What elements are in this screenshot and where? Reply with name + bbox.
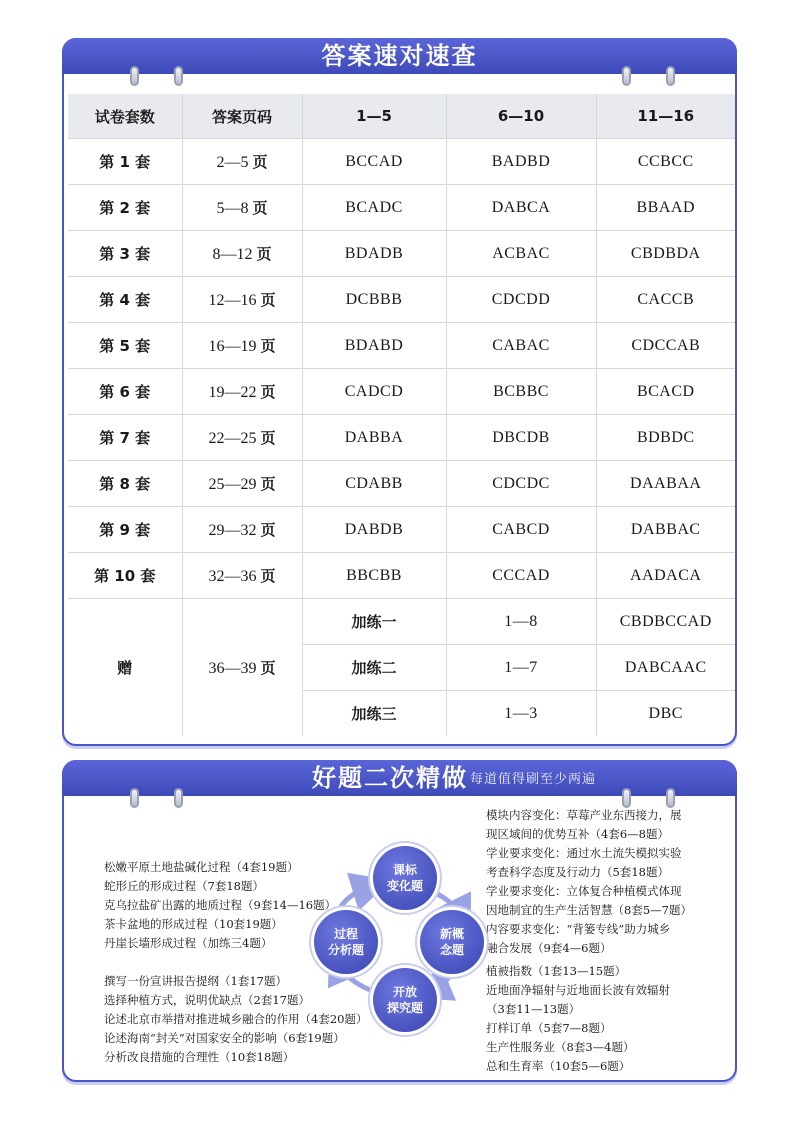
set-cell: 第 6 套	[68, 369, 182, 415]
binder-ring-icon	[130, 66, 139, 86]
table-row	[68, 369, 735, 415]
process-analysis-node: 过程 分析题	[314, 910, 378, 974]
header-q11-16: 11—16	[596, 94, 735, 139]
set-cell: 第 7 套	[68, 415, 182, 461]
curriculum-change-node: 课标 变化题	[373, 846, 437, 910]
binder-ring-icon	[622, 788, 631, 808]
bonus-row	[68, 599, 735, 645]
answers-11-16: CCBCC	[596, 139, 735, 185]
process-analysis-list	[104, 858, 336, 953]
set-cell: 第 1 套	[68, 139, 182, 185]
binder-ring-icon	[666, 66, 675, 86]
table-row	[68, 461, 735, 507]
list-item: 考查科学态度及行动力（5套18题）	[486, 865, 669, 879]
set-cell: 第 10 套	[68, 553, 182, 599]
binder-ring-icon	[622, 66, 631, 86]
pages-cell: 29—32 页	[182, 507, 302, 553]
answers-6-10: BADBD	[446, 139, 596, 185]
answers-11-16: DABBAC	[596, 507, 735, 553]
list-item: 丹崖长墙形成过程（加练三4题）	[104, 936, 273, 950]
arrow-icon	[338, 886, 372, 912]
table-row	[68, 553, 735, 599]
answers-11-16: AADACA	[596, 553, 735, 599]
pages-cell: 5—8 页	[182, 185, 302, 231]
bonus-item-answers: CBDBCCAD	[596, 599, 735, 645]
answers-1-5: DABBA	[302, 415, 446, 461]
table-row	[68, 231, 735, 277]
pages-cell: 19—22 页	[182, 369, 302, 415]
bonus-item-range: 1—7	[446, 645, 596, 691]
answers-11-16: BBAAD	[596, 185, 735, 231]
bonus-item-name: 加练二	[302, 645, 446, 691]
panel-subtitle: 每道值得刷至少两遍	[470, 772, 597, 787]
binder-ring-icon	[174, 66, 183, 86]
bonus-pages: 36—39 页	[182, 599, 302, 737]
list-item: 学业要求变化：立体复合种植模式体现	[486, 884, 682, 898]
header-q1-5: 1—5	[302, 94, 446, 139]
set-cell: 第 8 套	[68, 461, 182, 507]
answers-11-16: BDBDC	[596, 415, 735, 461]
pages-cell: 8—12 页	[182, 231, 302, 277]
panel-header	[62, 38, 737, 74]
answers-11-16: BCACD	[596, 369, 735, 415]
panel-title: 好题二次精做	[312, 764, 468, 792]
table-row	[68, 139, 735, 185]
pages-cell: 16—19 页	[182, 323, 302, 369]
list-item: 克乌拉盐矿出露的地质过程（9套14—16题）	[104, 898, 337, 912]
header-pages: 答案页码	[182, 94, 302, 139]
answers-1-5: BDADB	[302, 231, 446, 277]
list-item: 因地制宜的生产生活智慧（8套5—7题）	[486, 903, 692, 917]
header-set: 试卷套数	[68, 94, 182, 139]
answers-6-10: ACBAC	[446, 231, 596, 277]
bonus-item-answers: DABCAAC	[596, 645, 735, 691]
list-item: 近地面净辐射与近地面长波有效辐射	[486, 983, 670, 997]
list-item: 论述北京市举措对推进城乡融合的作用（4套20题）	[104, 1012, 368, 1026]
list-item: 总和生育率（10套5—6题）	[486, 1059, 631, 1073]
table-row	[68, 277, 735, 323]
answers-6-10: CABAC	[446, 323, 596, 369]
answer-table	[68, 94, 735, 736]
list-item: 分析改良措施的合理性（10套18题）	[104, 1050, 295, 1064]
bonus-item-name: 加练三	[302, 691, 446, 737]
list-item: 学业要求变化：通过水土流失模拟实验	[486, 846, 682, 860]
list-item: 现区域间的优势互补（4套6—8题）	[486, 827, 669, 841]
pages-cell: 32—36 页	[182, 553, 302, 599]
list-item: 茶卡盆地的形成过程（10套19题）	[104, 917, 283, 931]
answers-11-16: CDCCAB	[596, 323, 735, 369]
answers-6-10: DABCA	[446, 185, 596, 231]
answer-quick-check-panel	[62, 38, 737, 746]
open-inquiry-node: 开放 探究题	[373, 968, 437, 1032]
list-item: 蛇形丘的形成过程（7套18题）	[104, 879, 264, 893]
list-item: 松嫩平原土地盐碱化过程（4套19题）	[104, 860, 299, 874]
list-item: 融合发展（9套4—6题）	[486, 941, 612, 955]
new-concept-list	[486, 962, 670, 1076]
list-item: （3套11—13题）	[486, 1002, 581, 1016]
list-item: 论述海南“封关”对国家安全的影响（6套19题）	[104, 1031, 345, 1045]
panel-header	[62, 760, 737, 796]
answers-6-10: CABCD	[446, 507, 596, 553]
binder-ring-icon	[174, 788, 183, 808]
answers-6-10: CDCDD	[446, 277, 596, 323]
set-cell: 第 4 套	[68, 277, 182, 323]
pages-cell: 25—29 页	[182, 461, 302, 507]
answers-6-10: CDCDC	[446, 461, 596, 507]
set-cell: 第 2 套	[68, 185, 182, 231]
answers-6-10: DBCDB	[446, 415, 596, 461]
list-item: 打样订单（5套7—8题）	[486, 1021, 612, 1035]
answers-1-5: BDABD	[302, 323, 446, 369]
answers-11-16: DAABAA	[596, 461, 735, 507]
set-cell: 第 3 套	[68, 231, 182, 277]
list-item: 模块内容变化：草莓产业东西接力，展	[486, 808, 682, 822]
good-questions-panel	[62, 760, 737, 1082]
bonus-item-answers: DBC	[648, 704, 683, 722]
table-row	[68, 185, 735, 231]
bonus-item-range: 1—3	[446, 691, 596, 737]
panel-title: 答案速对速查	[321, 42, 478, 70]
table-row	[68, 507, 735, 553]
list-item: 选择种植方式，说明优缺点（2套17题）	[104, 993, 310, 1007]
table-row	[68, 415, 735, 461]
answers-1-5: BCADC	[302, 185, 446, 231]
set-cell: 第 5 套	[68, 323, 182, 369]
header-q6-10: 6—10	[446, 94, 596, 139]
binder-ring-icon	[130, 788, 139, 808]
answers-6-10: BCBBC	[446, 369, 596, 415]
pages-cell: 12—16 页	[182, 277, 302, 323]
set-cell: 第 9 套	[68, 507, 182, 553]
pages-cell: 22—25 页	[182, 415, 302, 461]
binder-ring-icon	[666, 788, 675, 808]
new-concept-node: 新概 念题	[420, 910, 484, 974]
list-item: 内容要求变化：“背篓专线”助力城乡	[486, 922, 671, 936]
list-item: 植被指数（1套13—15题）	[486, 964, 627, 978]
list-item: 撰写一份宣讲报告提纲（1套17题）	[104, 974, 287, 988]
answers-1-5: DCBBB	[302, 277, 446, 323]
table-header-row	[68, 94, 735, 139]
answers-6-10: CCCAD	[446, 553, 596, 599]
bonus-item-range: 1—8	[446, 599, 596, 645]
bonus-item-name: 加练一	[302, 599, 446, 645]
answers-1-5: CADCD	[302, 369, 446, 415]
table-row	[68, 323, 735, 369]
bonus-label: 赠	[68, 599, 182, 737]
answers-1-5: BCCAD	[302, 139, 446, 185]
answers-11-16: CBDBDA	[596, 231, 735, 277]
pages-cell: 2—5 页	[182, 139, 302, 185]
answers-1-5: BBCBB	[302, 553, 446, 599]
answers-1-5: DABDB	[302, 507, 446, 553]
list-item: 生产性服务业（8套3—4题）	[486, 1040, 635, 1054]
curriculum-change-list	[486, 806, 692, 958]
answers-1-5: CDABB	[302, 461, 446, 507]
answers-11-16: CACCB	[596, 277, 735, 323]
